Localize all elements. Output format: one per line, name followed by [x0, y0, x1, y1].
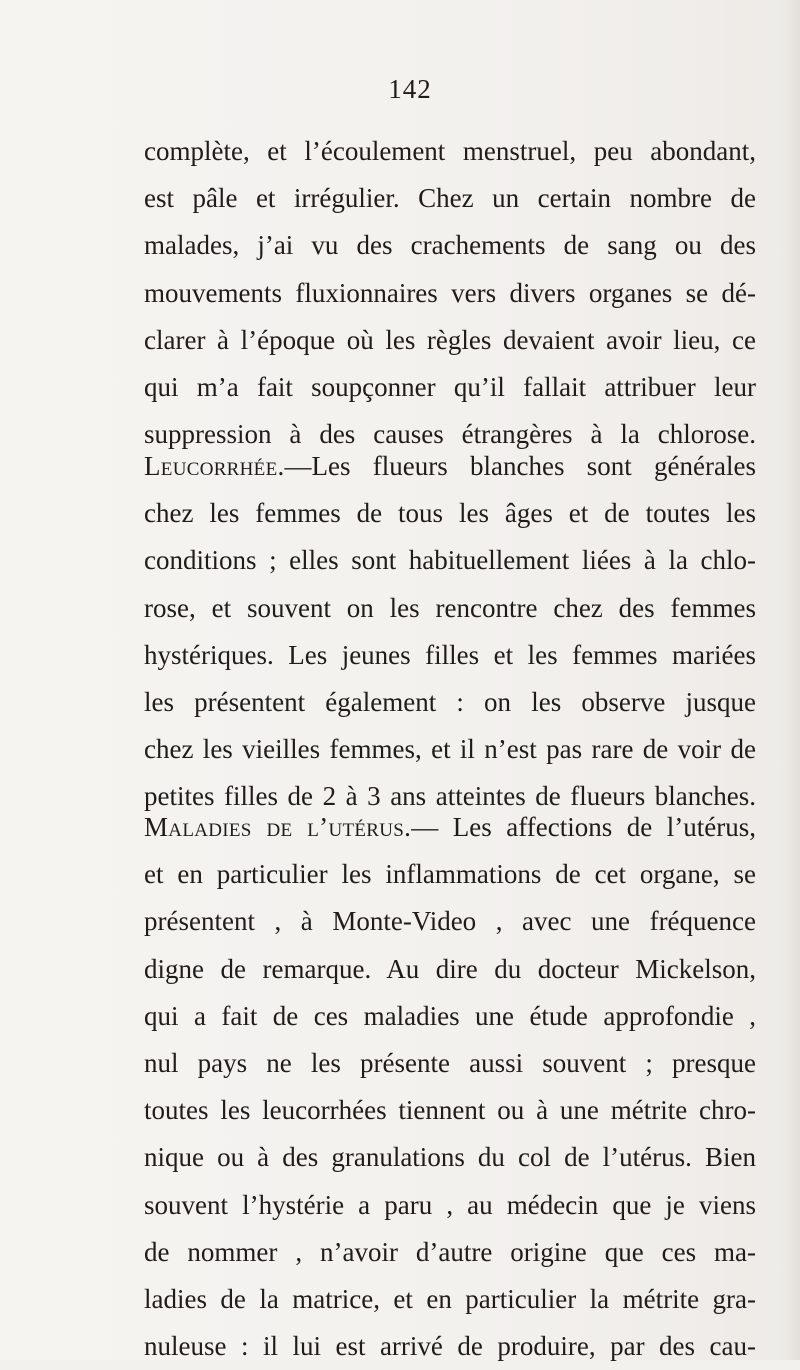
text-line: chez les vieilles femmes, et il n’est pas rare de voir de — [144, 734, 756, 765]
text-line: hystériques. Les jeunes filles et les femmes mariées — [144, 639, 756, 670]
page-number: 142 — [388, 74, 432, 104]
text-line: nique ou à des granulations du col de l’utérus. Bien — [144, 1142, 756, 1173]
text-line: qui m’a fait soupçonner qu’il fallait attribuer leur — [144, 372, 756, 403]
text-line: chez les femmes de tous les âges et de toutes les — [144, 498, 756, 529]
text-line: rose, et souvent on les rencontre chez des femmes — [144, 592, 756, 623]
page-edge-shadow — [782, 0, 800, 1360]
text-line: qui a fait de ces maladies une étude approfondie , — [144, 1000, 756, 1031]
section-heading-maladies-uterus: Maladies de l’utérus. — [144, 812, 412, 842]
text-line: clarer à l’époque où les règles devaient avoir lieu, ce — [144, 324, 756, 355]
text-line: complète, et l’écoulement menstruel, peu abondant, — [144, 136, 756, 166]
text-line — [144, 804, 756, 851]
text-line: toutes les leucorrhées tiennent ou à une métrite chro- — [144, 1095, 756, 1126]
text-line-continuation: — Les affections de l’utérus, — [411, 812, 756, 842]
text-line: souvent l’hystérie a paru , au médecin que je viens — [144, 1189, 756, 1220]
section-heading-leucorrhee: Leucorrhée. — [144, 451, 285, 481]
text-line: nuleuse : il lui est arrivé de produire, par des cau- — [144, 1331, 756, 1362]
text-line: et en particulier les inflammations de cet organe, se — [144, 859, 756, 890]
text-line: suppression à des causes étrangères à la chlorose. — [144, 419, 756, 450]
text-line: petites filles de 2 à 3 ans atteintes de flueurs blanches. — [144, 781, 756, 812]
text-line — [144, 443, 756, 490]
text-line: présentent , à Monte-Video , avec une fréquence — [144, 906, 756, 937]
text-line: de nommer , n’avoir d’autre origine que ces ma- — [144, 1236, 756, 1267]
text-line: est pâle et irrégulier. Chez un certain nombre de — [144, 183, 756, 214]
text-line: ladies de la matrice, et en particulier la métrite gra- — [144, 1284, 756, 1315]
text-line: malades, j’ai vu des crachements de sang ou des — [144, 230, 756, 261]
text-line: digne de remarque. Au dire du docteur Mickelson, — [144, 953, 756, 984]
text-line: conditions ; elles sont habituellement liées à la chlo- — [144, 545, 756, 576]
paragraph-maladies-uterus — [144, 804, 756, 1370]
text-line: les présentent également : on les observe jusque — [144, 687, 756, 718]
text-line: nul pays ne les présente aussi souvent ; presque — [144, 1048, 756, 1079]
paragraph-leucorrhee — [144, 443, 756, 821]
paragraph-chlorose — [144, 128, 756, 458]
text-line-continuation: —Les flueurs blanches sont générales — [284, 451, 756, 481]
text-line: mouvements fluxionnaires vers divers organes se dé- — [144, 277, 756, 308]
